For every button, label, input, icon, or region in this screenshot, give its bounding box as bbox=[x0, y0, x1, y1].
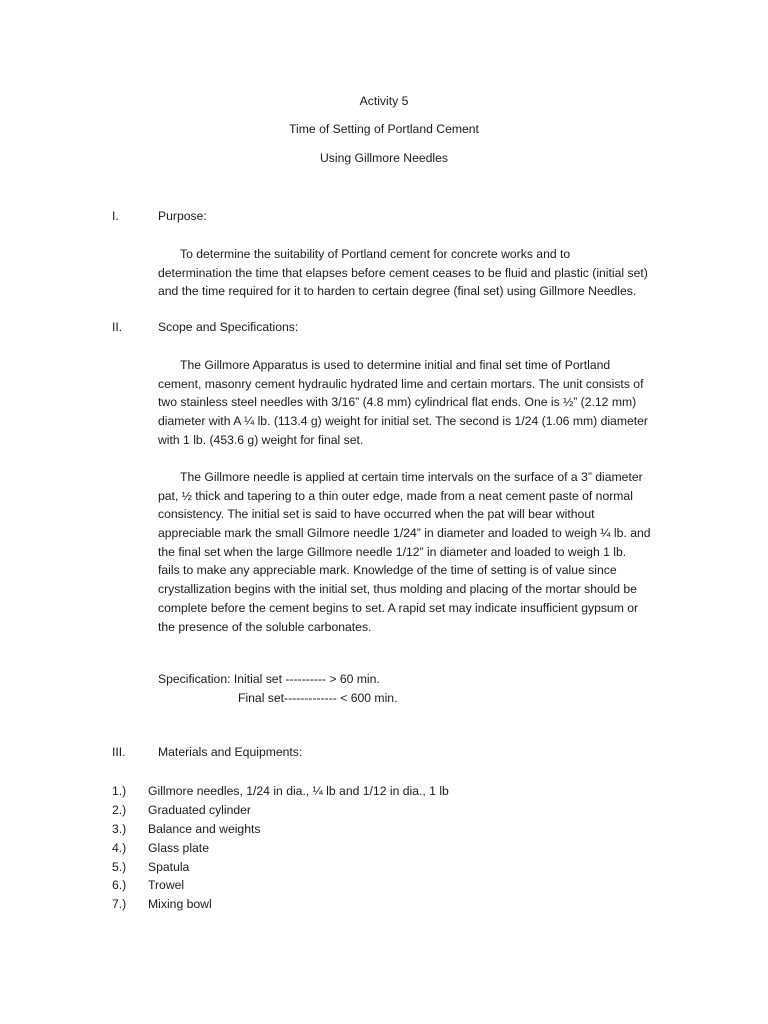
scope-paragraph-2 bbox=[158, 468, 683, 636]
paragraph-line: crystallization begins with the initial set, thus molding and placing of the mortar should be bbox=[158, 582, 637, 597]
paragraph-line: determination the time that elapses before cement ceases to be fluid and plastic (initial set) bbox=[158, 265, 648, 280]
purpose-paragraph bbox=[158, 245, 683, 301]
list-item-number: 2.) bbox=[112, 802, 127, 817]
section-title-scope: Scope and Specifications: bbox=[158, 320, 299, 334]
scope-paragraph-1 bbox=[158, 356, 683, 449]
list-item bbox=[112, 876, 449, 895]
paragraph-line: The Gillmore Apparatus is used to determine initial and final set time of Portland bbox=[180, 358, 611, 372]
list-item bbox=[112, 895, 449, 914]
list-item-text: Balance and weights bbox=[148, 821, 261, 836]
list-item-number: 3.) bbox=[112, 821, 127, 836]
list-item-text: Trowel bbox=[148, 878, 185, 893]
paragraph-line: fails to make any appreciable mark. Knowledge of the time of setting is of value since bbox=[158, 563, 617, 578]
list-item-text: Graduated cylinder bbox=[148, 802, 251, 817]
paragraph-line: with 1 lb. (453.6 g) weight for final set. bbox=[158, 432, 364, 447]
list-item-number: 7.) bbox=[112, 897, 127, 912]
section-number-3: III. bbox=[112, 745, 126, 759]
list-item bbox=[112, 858, 449, 877]
paragraph-line: diameter with A ¼ lb. (113.4 g) weight for initial set. The second is 1/24 (1.06 mm) diameter bbox=[158, 414, 648, 429]
section-number-2: II. bbox=[112, 320, 123, 334]
section-title-materials: Materials and Equipments: bbox=[158, 745, 303, 759]
specification-final-set: Final set------------- < 600 min. bbox=[238, 691, 398, 705]
document-title: Time of Setting of Portland Cement bbox=[289, 122, 479, 136]
list-item bbox=[112, 782, 449, 801]
paragraph-line: the presence of the soluble carbonates. bbox=[158, 619, 372, 634]
paragraph-line: two stainless steel needles with 3/16” (4.8 mm) cylindrical flat ends. One is ½” (2.12 mm) bbox=[158, 395, 637, 410]
list-item-number: 6.) bbox=[112, 878, 127, 893]
paragraph-line: and the time required for it to harden to certain degree (final set) using Gillmore Needles. bbox=[158, 284, 637, 299]
list-item-text: Spatula bbox=[148, 859, 190, 874]
paragraph-line: To determine the suitability of Portland cement for concrete works and to bbox=[180, 247, 571, 261]
paragraph-line: The Gillmore needle is applied at certain time intervals on the surface of a 3” diameter bbox=[180, 470, 643, 484]
specification-initial-set: Specification: Initial set ---------- > 60 min. bbox=[158, 672, 380, 686]
list-item-number: 5.) bbox=[112, 859, 127, 874]
section-title-purpose: Purpose: bbox=[158, 209, 207, 223]
activity-label: Activity 5 bbox=[359, 94, 409, 108]
document-subtitle: Using Gillmore Needles bbox=[319, 151, 449, 165]
paragraph-line: cement, masonry cement hydraulic hydrated lime and certain mortars. The unit consists of bbox=[158, 376, 644, 391]
list-item bbox=[112, 839, 449, 858]
paragraph-line: pat, ½ thick and tapering to a thin outer edge, made from a neat cement paste of normal bbox=[158, 488, 633, 503]
list-item-text: Gillmore needles, 1/24 in dia., ¼ lb and 1/12 in dia., 1 lb bbox=[148, 784, 449, 798]
list-item-text: Glass plate bbox=[148, 840, 209, 855]
paragraph-line: the final set when the large Gillmore needle 1/12” in diameter and loaded to weigh 1 lb. bbox=[158, 544, 627, 559]
list-item bbox=[112, 801, 449, 820]
list-item bbox=[112, 820, 449, 839]
paragraph-line: complete before the cement begins to set. A rapid set may indicate insufficient gypsum or bbox=[158, 600, 639, 615]
list-item-number: 1.) bbox=[112, 784, 127, 798]
section-number-1: I. bbox=[112, 209, 119, 223]
materials-list bbox=[112, 782, 449, 914]
paragraph-line: appreciable mark the small Gilmore needle 1/24” in diameter and loaded to weigh ¼ lb. and bbox=[158, 526, 651, 541]
paragraph-line: consistency. The initial set is said to have occurred when the pat will bear without bbox=[158, 507, 595, 522]
list-item-text: Mixing bowl bbox=[148, 897, 212, 912]
list-item-number: 4.) bbox=[112, 840, 127, 855]
